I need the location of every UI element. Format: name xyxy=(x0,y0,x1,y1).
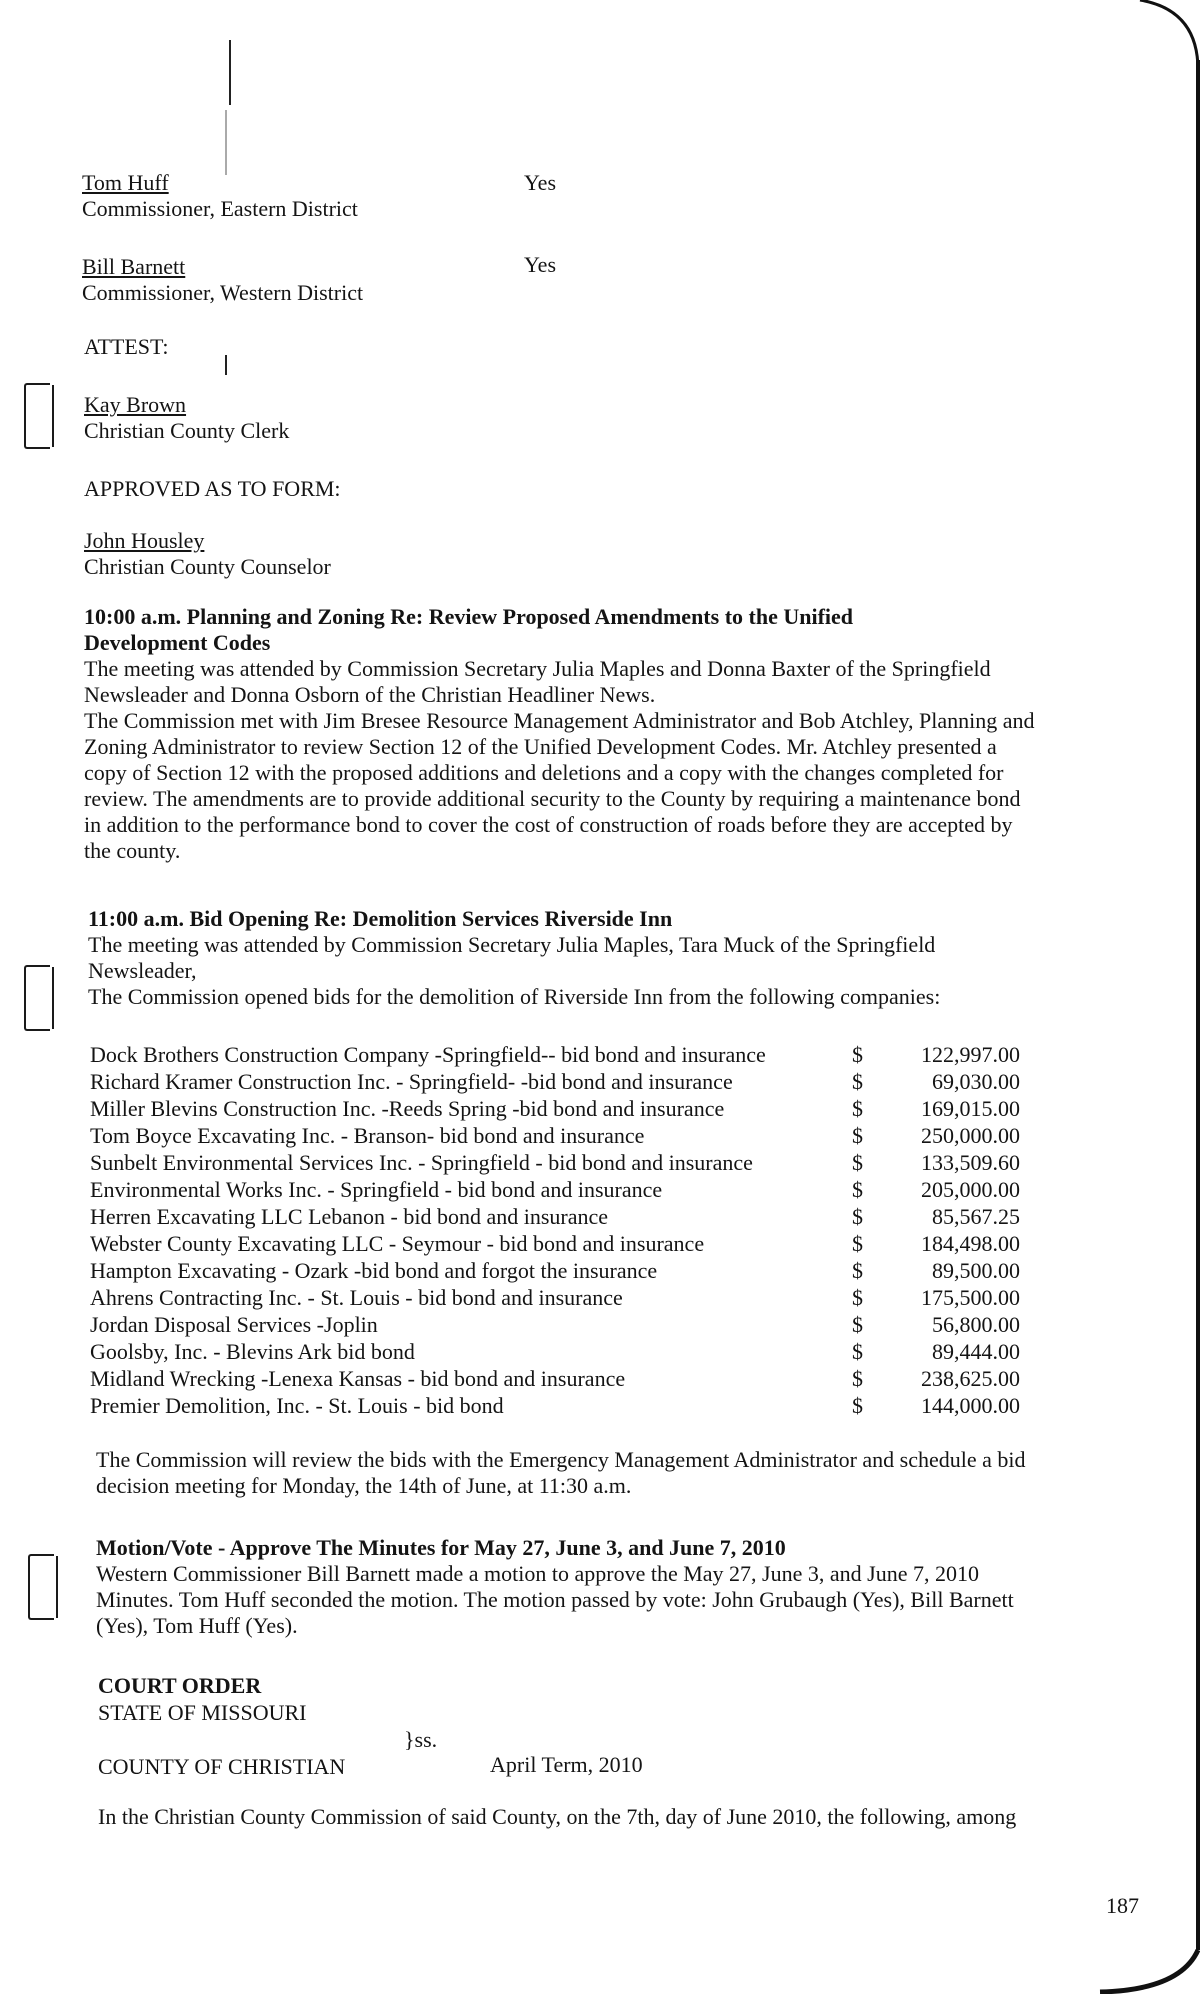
bid-amount: 144,000.00 xyxy=(921,1393,1020,1418)
bid-amount: 175,500.00 xyxy=(921,1285,1020,1310)
bid-company: Miller Blevins Construction Inc. -Reeds Spring -bid bond and insurance xyxy=(90,1096,725,1121)
paragraph-line: The Commission met with Jim Bresee Resource Management Administrator and Bob Atchley, Planning and xyxy=(84,708,1035,733)
currency-symbol: $ xyxy=(852,1231,863,1256)
bid-row xyxy=(90,1258,1020,1286)
court-order-heading: COURT ORDER xyxy=(98,1673,262,1698)
bid-amount: 250,000.00 xyxy=(921,1123,1020,1148)
paragraph-line: The meeting was attended by Commission Secretary Julia Maples, Tara Muck of the Springfield xyxy=(88,932,936,957)
signatory-title: Commissioner, Western District xyxy=(82,280,364,305)
page-number: 187 xyxy=(1106,1893,1139,1918)
currency-symbol: $ xyxy=(852,1042,863,1067)
bid-row xyxy=(90,1204,1020,1232)
bid-row xyxy=(90,1069,1020,1097)
bid-row xyxy=(90,1393,1020,1421)
bid-company: Premier Demolition, Inc. - St. Louis - bid bond xyxy=(90,1393,504,1418)
bid-amount: 85,567.25 xyxy=(932,1204,1020,1229)
bid-amount: 184,498.00 xyxy=(921,1231,1020,1256)
approved-label: APPROVED AS TO FORM: xyxy=(84,476,341,501)
paragraph-line: The Commission will review the bids with the Emergency Management Administrator and schedule a bid xyxy=(96,1447,1026,1472)
paragraph-line: review. The amendments are to provide additional security to the County by requiring a maintenance bond xyxy=(84,786,1021,811)
bid-amount: 69,030.00 xyxy=(932,1069,1020,1094)
currency-symbol: $ xyxy=(852,1150,863,1175)
bid-row xyxy=(90,1123,1020,1151)
bid-row xyxy=(90,1285,1020,1313)
currency-symbol: $ xyxy=(852,1366,863,1391)
currency-symbol: $ xyxy=(852,1096,863,1121)
bid-row xyxy=(90,1231,1020,1259)
bid-company: Ahrens Contracting Inc. - St. Louis - bid bond and insurance xyxy=(90,1285,623,1310)
paragraph-line: Newsleader, xyxy=(88,958,197,983)
bid-company: Webster County Excavating LLC - Seymour - bid bond and insurance xyxy=(90,1231,705,1256)
paragraph-line: copy of Section 12 with the proposed additions and deletions and a copy with the changes completed for xyxy=(84,760,1004,785)
court-order-term: April Term, 2010 xyxy=(490,1752,643,1777)
motion-heading: Motion/Vote - Approve The Minutes for May 27, June 3, and June 7, 2010 xyxy=(96,1535,786,1560)
currency-symbol: $ xyxy=(852,1204,863,1229)
paragraph-line: (Yes), Tom Huff (Yes). xyxy=(96,1613,298,1638)
currency-symbol: $ xyxy=(852,1339,863,1364)
attest-label: ATTEST: xyxy=(84,334,169,359)
court-order-ss: }ss. xyxy=(404,1727,438,1752)
margin-bracket-mark xyxy=(28,1554,54,1620)
bid-review-paragraph xyxy=(96,1447,1186,1499)
currency-symbol: $ xyxy=(852,1177,863,1202)
approved-block xyxy=(84,528,331,580)
bid-row xyxy=(90,1150,1020,1178)
bid-amount: 133,509.60 xyxy=(921,1150,1020,1175)
currency-symbol: $ xyxy=(852,1069,863,1094)
bid-row xyxy=(90,1339,1020,1367)
bid-company: Goolsby, Inc. - Blevins Ark bid bond xyxy=(90,1339,415,1364)
signature-block-tom-huff xyxy=(82,170,358,222)
currency-symbol: $ xyxy=(852,1258,863,1283)
margin-bracket-mark xyxy=(24,383,50,449)
signatory-name: Bill Barnett xyxy=(82,254,186,279)
margin-bracket-mark xyxy=(24,965,50,1031)
signature-block-bill-barnett xyxy=(82,254,363,306)
court-order-state: STATE OF MISSOURI xyxy=(98,1700,307,1725)
bid-company: Dock Brothers Construction Company -Springfield-- bid bond and insurance xyxy=(90,1042,766,1067)
planning-heading: 10:00 a.m. Planning and Zoning Re: Review Proposed Amendments to the Unified xyxy=(84,604,854,629)
clerk-title: Christian County Clerk xyxy=(84,418,290,443)
paragraph-line: in addition to the performance bond to cover the cost of construction of roads before they are accepted by xyxy=(84,812,1013,837)
planning-heading-cont: Development Codes xyxy=(84,630,271,655)
paragraph-line: decision meeting for Monday, the 14th of June, at 11:30 a.m. xyxy=(96,1473,632,1498)
signatory-name: Tom Huff xyxy=(82,170,169,195)
court-order-county: COUNTY OF CHRISTIAN xyxy=(98,1754,346,1779)
vote-value: Yes xyxy=(524,252,557,277)
paragraph-line: The meeting was attended by Commission Secretary Julia Maples and Donna Baxter of the Springfield xyxy=(84,656,991,681)
bid-company: Midland Wrecking -Lenexa Kansas - bid bond and insurance xyxy=(90,1366,626,1391)
clerk-name: Kay Brown xyxy=(84,392,187,417)
bid-row xyxy=(90,1096,1020,1124)
bid-company: Hampton Excavating - Ozark -bid bond and forgot the insurance xyxy=(90,1258,658,1283)
bid-company: Herren Excavating LLC Lebanon - bid bond and insurance xyxy=(90,1204,609,1229)
bid-row xyxy=(90,1366,1020,1394)
attest-block xyxy=(84,392,289,444)
currency-symbol: $ xyxy=(852,1123,863,1148)
bid-company: Richard Kramer Construction Inc. - Springfield- -bid bond and insurance xyxy=(90,1069,733,1094)
bid-company: Tom Boyce Excavating Inc. - Branson- bid bond and insurance xyxy=(90,1123,645,1148)
bid-amount: 169,015.00 xyxy=(921,1096,1020,1121)
counselor-name: John Housley xyxy=(84,528,205,553)
bid-row xyxy=(90,1042,1020,1070)
paragraph-line: The Commission opened bids for the demolition of Riverside Inn from the following companies: xyxy=(88,984,941,1009)
bid-row xyxy=(90,1177,1020,1205)
paragraph-line: Western Commissioner Bill Barnett made a motion to approve the May 27, June 3, and June 7, 2010 xyxy=(96,1561,979,1586)
vote-value: Yes xyxy=(524,170,557,195)
court-order-line: In the Christian County Commission of said County, on the 7th, day of June 2010, the following, among xyxy=(98,1804,1017,1829)
paragraph-line: the county. xyxy=(84,838,181,863)
bid-opening-section xyxy=(88,906,1188,1010)
planning-section xyxy=(84,604,1184,864)
counselor-title: Christian County Counselor xyxy=(84,554,331,579)
bid-amount: 122,997.00 xyxy=(921,1042,1020,1067)
bid-row xyxy=(90,1312,1020,1340)
bid-amount: 205,000.00 xyxy=(921,1177,1020,1202)
paragraph-line: Minutes. Tom Huff seconded the motion. The motion passed by vote: John Grubaugh (Yes), Bill Barnett xyxy=(96,1587,1014,1612)
signatory-title: Commissioner, Eastern District xyxy=(82,196,358,221)
bid-amount: 89,444.00 xyxy=(932,1339,1020,1364)
currency-symbol: $ xyxy=(852,1285,863,1310)
bid-opening-heading: 11:00 a.m. Bid Opening Re: Demolition Services Riverside Inn xyxy=(88,906,673,931)
bid-company: Sunbelt Environmental Services Inc. - Springfield - bid bond and insurance xyxy=(90,1150,753,1175)
bid-amount: 89,500.00 xyxy=(932,1258,1020,1283)
motion-section xyxy=(96,1535,1186,1639)
paragraph-line: Newsleader and Donna Osborn of the Christian Headliner News. xyxy=(84,682,656,707)
currency-symbol: $ xyxy=(852,1312,863,1337)
currency-symbol: $ xyxy=(852,1393,863,1418)
bid-amount: 238,625.00 xyxy=(921,1366,1020,1391)
paragraph-line: Zoning Administrator to review Section 12 of the Unified Development Codes. Mr. Atchley presented a xyxy=(84,734,997,759)
bid-company: Environmental Works Inc. - Springfield - bid bond and insurance xyxy=(90,1177,663,1202)
bid-amount: 56,800.00 xyxy=(932,1312,1020,1337)
bid-company: Jordan Disposal Services -Joplin xyxy=(90,1312,378,1337)
